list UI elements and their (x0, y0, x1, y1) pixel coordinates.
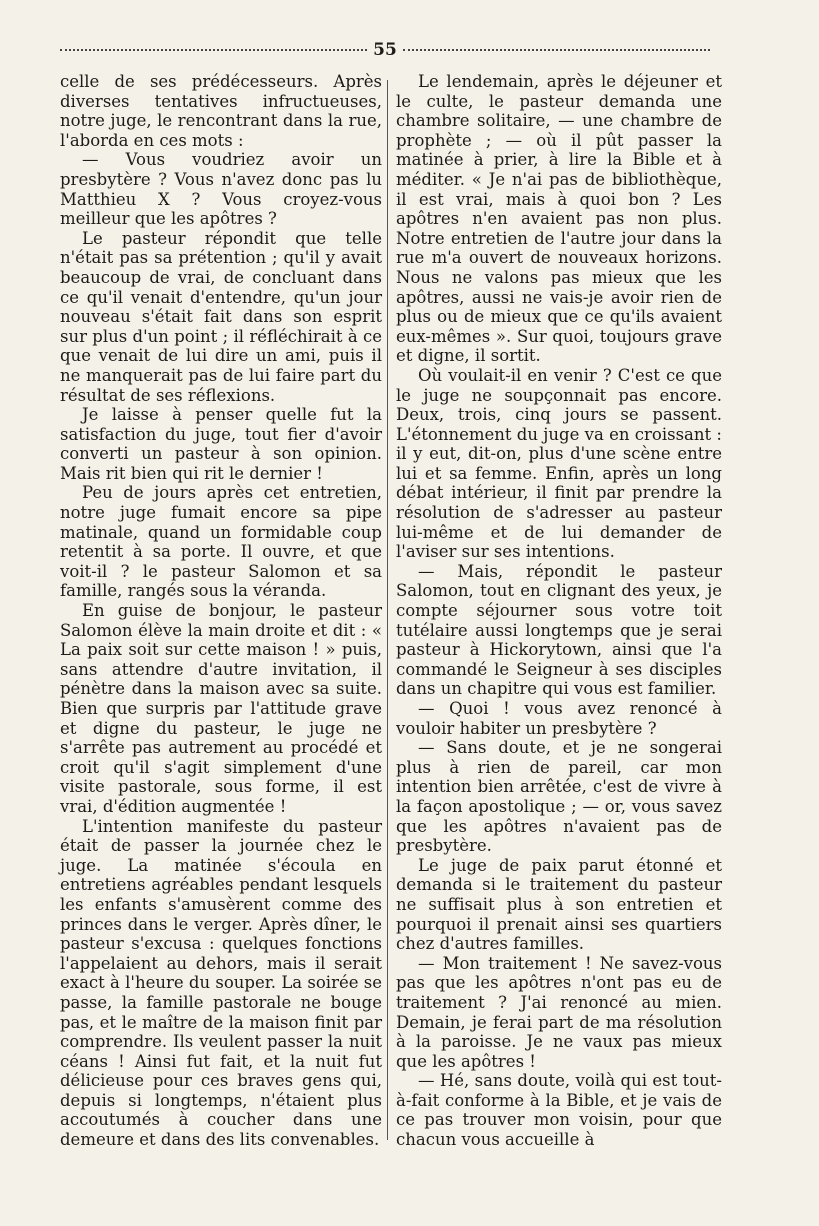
paragraph: Le lendemain, après le déjeuner et le culte, le pasteur demanda une chambre solitaire, — une chambre de prophète ; — où il pût passer la matinée à prier, à lire la Bible et à méditer. « Je n'ai pas de bibliothèque, il est vrai, mais à quoi bon ? Les apôtres n'en avaient pas non plus. Notre entretien de l'autre jour dans la rue m'a ouvert de nouveaux horizons. Nous ne valons pas mieux que les apôtres, aussi ne vais-je avoir rien de plus ou de mieux que ce qu'ils avaient eux-mêmes ». Sur quoi, toujours grave et digne, il sortit. (396, 72, 722, 366)
paragraph: — Mon traitement ! Ne savez-vous pas que les apôtres n'ont pas eu de traitement ? J'ai renoncé au mien. Demain, je ferai part de ma résolution à la paroisse. Je ne vaux pas mieux que les apôtres ! (396, 953, 722, 1071)
header-rule-right (403, 49, 710, 51)
paragraph: — Hé, sans doute, voilà qui est tout-à-fait conforme à la Bible, et je vais de ce pas trouver mon voisin, pour que chacun vous accueille à (396, 1071, 722, 1150)
right-column (396, 72, 722, 1150)
paragraph: Peu de jours après cet entretien, notre juge fumait encore sa pipe matinale, quand un formidable coup retentit à sa porte. Il ouvre, et que voit-il ? le pasteur Salomon et sa famille, rangés sous la véranda. (60, 483, 382, 601)
paragraph: Le juge de paix parut étonné et demanda si le traitement du pasteur ne suffisait plus à son entretien et pourquoi il prenait ainsi ses quartiers chez d'autres familles. (396, 855, 722, 954)
left-column (60, 72, 382, 1150)
page-header (60, 38, 710, 62)
paragraph: Où voulait-il en venir ? C'est ce que le juge ne soupçonnait pas encore. Deux, trois, cinq jours se passent. L'étonnement du juge va en croissant : il y eut, dit-on, plus d'une scène entre lui et sa femme. Enfin, après un long débat intérieur, il finit par prendre la résolution de s'adresser au pasteur lui-même et de lui demander de l'aviser sur ses intentions. (396, 365, 722, 562)
paragraph: — Vous voudriez avoir un presbytère ? Vous n'avez donc pas lu Matthieu X ? Vous croyez-vous meilleur que les apôtres ? (60, 150, 382, 229)
paragraph: Le pasteur répondit que telle n'était pas sa prétention ; qu'il y avait beaucoup de vrai, de concluant dans ce qu'il venait d'entendre, qu'un jour nouveau s'était fait dans son esprit sur plus d'un point ; il réfléchirait à ce que venait de lui dire un ami, puis il ne manquerait pas de lui faire part du résultat de ses réflexions. (60, 228, 382, 405)
page-number: 55 (373, 40, 397, 60)
paragraph: — Mais, répondit le pasteur Salomon, tout en clignant des yeux, je compte séjourner sous votre toit tutélaire aussi longtemps que je serai pasteur à Hickorytown, ainsi que l'a commandé le Seigneur à ses disciples dans un chapitre qui vous est familier. (396, 561, 722, 699)
paragraph: celle de ses prédécesseurs. Après diverses tentatives infructueuses, notre juge, le rencontrant dans la rue, l'aborda en ces mots : (60, 72, 382, 150)
paragraph: — Sans doute, et je ne songerai plus à rien de pareil, car mon intention bien arrêtée, c'est de vivre à la façon apostolique ; — or, vous savez que les apôtres n'avaient pas de presbytère. (396, 738, 722, 856)
header-rule-left (60, 49, 367, 51)
paragraph: L'intention manifeste du pasteur était de passer la journée chez le juge. La matinée s'écoula en entretiens agréables pendant lesquels les enfants s'amusèrent comme des princes dans le verger. Après dîner, le pasteur s'excusa : quelques fonctions l'appelaient au dehors, mais il serait exact à l'heure du souper. La soirée se passe, la famille pastorale ne bouge pas, et le maître de la maison finit par comprendre. Ils veulent passer la nuit céans ! Ainsi fut fait, et la nuit fut délicieuse pour ces braves gens qui, depuis si longtemps, n'étaient plus accoutumés à coucher dans une demeure et dans des lits convenables. (60, 816, 382, 1150)
paragraph: En guise de bonjour, le pasteur Salomon élève la main droite et dit : « La paix soit sur cette maison ! » puis, sans attendre d'autre invitation, il pénètre dans la maison avec sa suite. Bien que surpris par l'attitude grave et digne du pasteur, le juge ne s'arrête pas autrement au procédé et croit qu'il s'agit simplement d'une visite pastorale, sous forme, il est vrai, d'édition augmentée ! (60, 601, 382, 816)
paragraph: — Quoi ! vous avez renoncé à vouloir habiter un presbytère ? (396, 699, 722, 738)
paragraph: Je laisse à penser quelle fut la satisfaction du juge, tout fier d'avoir converti un pasteur à son opinion. Mais rit bien qui rit le dernier ! (60, 405, 382, 483)
column-divider (387, 80, 388, 1140)
